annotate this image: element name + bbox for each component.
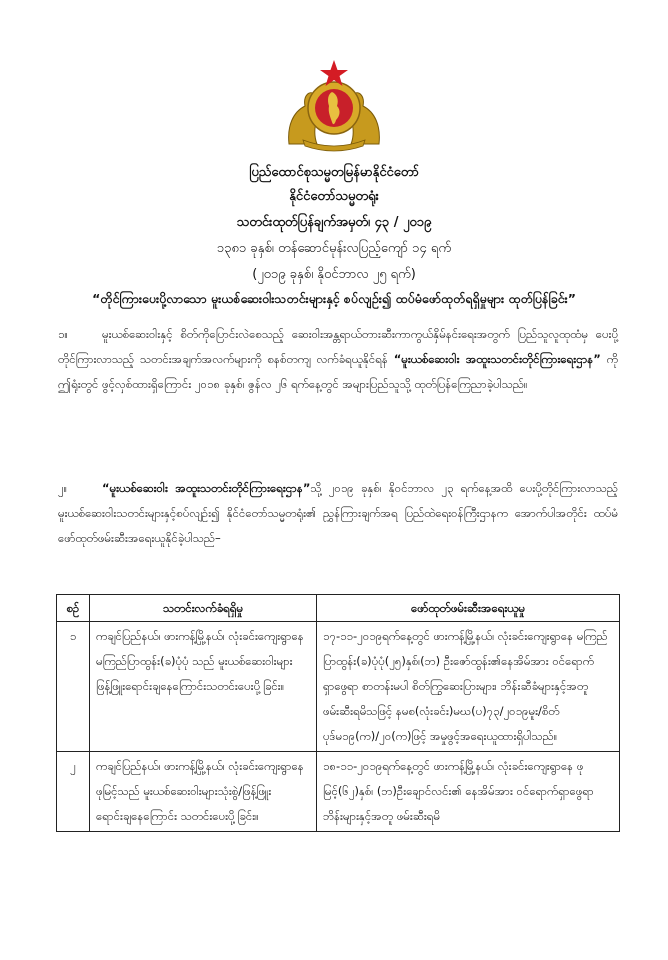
header-gregorian-date: (၂၀၁၉ ခုနှစ်၊ နိုဝင်ဘာလ ၂၅ ရက်)	[252, 267, 416, 282]
header-country-name: ပြည်ထောင်စုသမ္မတမြန်မာနိုင်ငံတော်	[249, 165, 419, 180]
document-title: “တိုင်ကြားပေးပို့လာသော မူးယစ်ဆေးဝါးသတင်းများနှင့် စပ်လျဉ်း၍ ထပ်မံဖော်ထုတ်ရရှိမှုများ ထုတ်ပြန်ခြင်း”	[92, 291, 576, 306]
row-serial: ၂	[57, 752, 90, 832]
paragraph-2-bold-unit-name: “မူးယစ်ဆေးဝါး အထူးသတင်းတိုင်ကြားရေးဌာန”	[102, 481, 311, 495]
header-release-number: သတင်းထုတ်ပြန်ချက်အမှတ်၊ ၄၃ / ၂၀၁၉	[236, 215, 432, 230]
header-office-name: နိုင်ငံတော်သမ္မတရုံး	[289, 189, 379, 204]
table-header-row	[57, 595, 620, 622]
paragraph-2-number: ၂။	[58, 481, 68, 495]
results-table	[56, 594, 620, 832]
paragraph-2	[58, 476, 618, 551]
row-action: ၁၈-၁၁-၂၀၁၉ရက်နေ့တွင် ဖားကန့်မြို့နယ်၊ လုံးခင်းကျေးရွာနေ ဖုမြင့်(၆၂)နှစ်၊ (ဘ)ဦးချောင်လင်း၏ နေအိမ်အား ဝင်ရောက်ရှာဖွေရာ ဘိန်းများနှင့်အတူ ဖမ်းဆီးရမိ	[317, 752, 620, 832]
paragraph-2-text: သို့ ၂၀၁၉ ခုနှစ်၊ နိုဝင်ဘာလ ၂၃ ရက်နေ့အထိ ပေးပို့တိုင်ကြားလာသည့် မူးယစ်ဆေးဝါးသတင်းများနှင့်စပ်လျဉ်း၍ နိုင်ငံတော်သမ္မတရုံး၏ ညွှန်ကြားချက်အရ ပြည်ထဲရေးဝန်ကြီးဌာနက အောက်ပါအတိုင်း ထပ်မံဖော်ထုတ်ဖမ်းဆီးအရေးယူနိုင်ခဲ့ပါသည်–	[58, 481, 618, 545]
header-received: သတင်းလက်ခံရရှိမှု	[90, 595, 317, 622]
header-action: ဖော်ထုတ်ဖမ်းဆီးအရေးယူမှု	[317, 595, 620, 622]
row-action: ၁၇-၁၁-၂၀၁၉ရက်နေ့တွင် ဖားကန့်မြို့နယ်၊ လုံးခင်းကျေးရွာနေ မကြည်ပြာထွန်း(ခ)ပုံပုံ(၂၅)နှစ်၊(ဘ) ဦးဇော်ထွန်း၏နေအိမ်အား ဝင်ရောက်ရှာဖွေရာ စာတန်းမပါ စိတ်ကြွဆေးပြားများ၊ ဘိန်းဆီခံများနှင့်အတူ ဖမ်းဆီးရမိသဖြင့် နမစ(လုံးခင်း)မဃ(ပ)၇၃/၂၀၁၉မူး/စိတ်ပုဒ်မ၁၉(က)/၂၀(က)ဖြင့် အမှုဖွင့်အရေးယူထားရှိပါသည်။	[317, 622, 620, 752]
table-row	[57, 622, 620, 752]
table-row	[57, 752, 620, 832]
row-received: ကချင်ပြည်နယ်၊ ဖားကန့်မြို့နယ်၊ လုံးခင်းကျေးရွာနေ မကြည်ပြာထွန်း(ခ)ပုံပုံ သည် မူးယစ်ဆေးဝါးများဖြန့်ဖြူးရောင်းချနေကြောင်းသတင်းပေးပို့ခြင်း။	[90, 622, 317, 752]
paragraph-1	[58, 322, 618, 397]
paragraph-1-text-2: ကို ဤရုံးတွင် ဖွင့်လှစ်ထားရှိကြောင်း ၂၀၁၈ ခုနှစ်၊ ဇွန်လ ၂၆ ရက်နေ့တွင် အများပြည်သူသို့ ထုတ်ပြန်ကြေညာခဲ့ပါသည်။	[58, 352, 618, 391]
state-seal-emblem	[283, 56, 385, 152]
header-serial: စဉ်	[57, 595, 90, 622]
row-received: ကချင်ပြည်နယ်၊ ဖားကန့်မြို့နယ်၊ လုံးခင်းကျေးရွာနေ ဖုမြင့်သည် မူးယစ်ဆေးဝါးများသုံးစွဲ/ဖြန့်ဖြူး ရောင်းချနေကြောင်း သတင်းပေးပို့ခြင်း။	[90, 752, 317, 832]
paragraph-1-text: မူးယစ်ဆေးဝါးနှင့် စိတ်ကိုပြောင်းလဲစေသည့် ဆေးဝါးအန္တရာယ်တားဆီးကာကွယ်နှိမ်နင်းရေးအတွက် ပြည်သူလူထုထံမှ ပေးပို့တိုင်ကြားလာသည့် သတင်းအချက်အလက်များကို စနစ်တကျ လက်ခံရယူနိုင်ရန်	[58, 327, 618, 366]
paragraph-1-bold-unit-name: “မူးယစ်ဆေးဝါး အထူးသတင်းတိုင်ကြားရေးဌာန”	[393, 352, 601, 366]
row-serial: ၁	[57, 622, 90, 752]
paragraph-1-number: ၁။	[58, 327, 68, 341]
header-myanmar-date: ၁၃၈၁ ခုနှစ်၊ တန်ဆောင်မုန်းလပြည့်ကျော် ၁၄ ရက်	[216, 241, 452, 256]
